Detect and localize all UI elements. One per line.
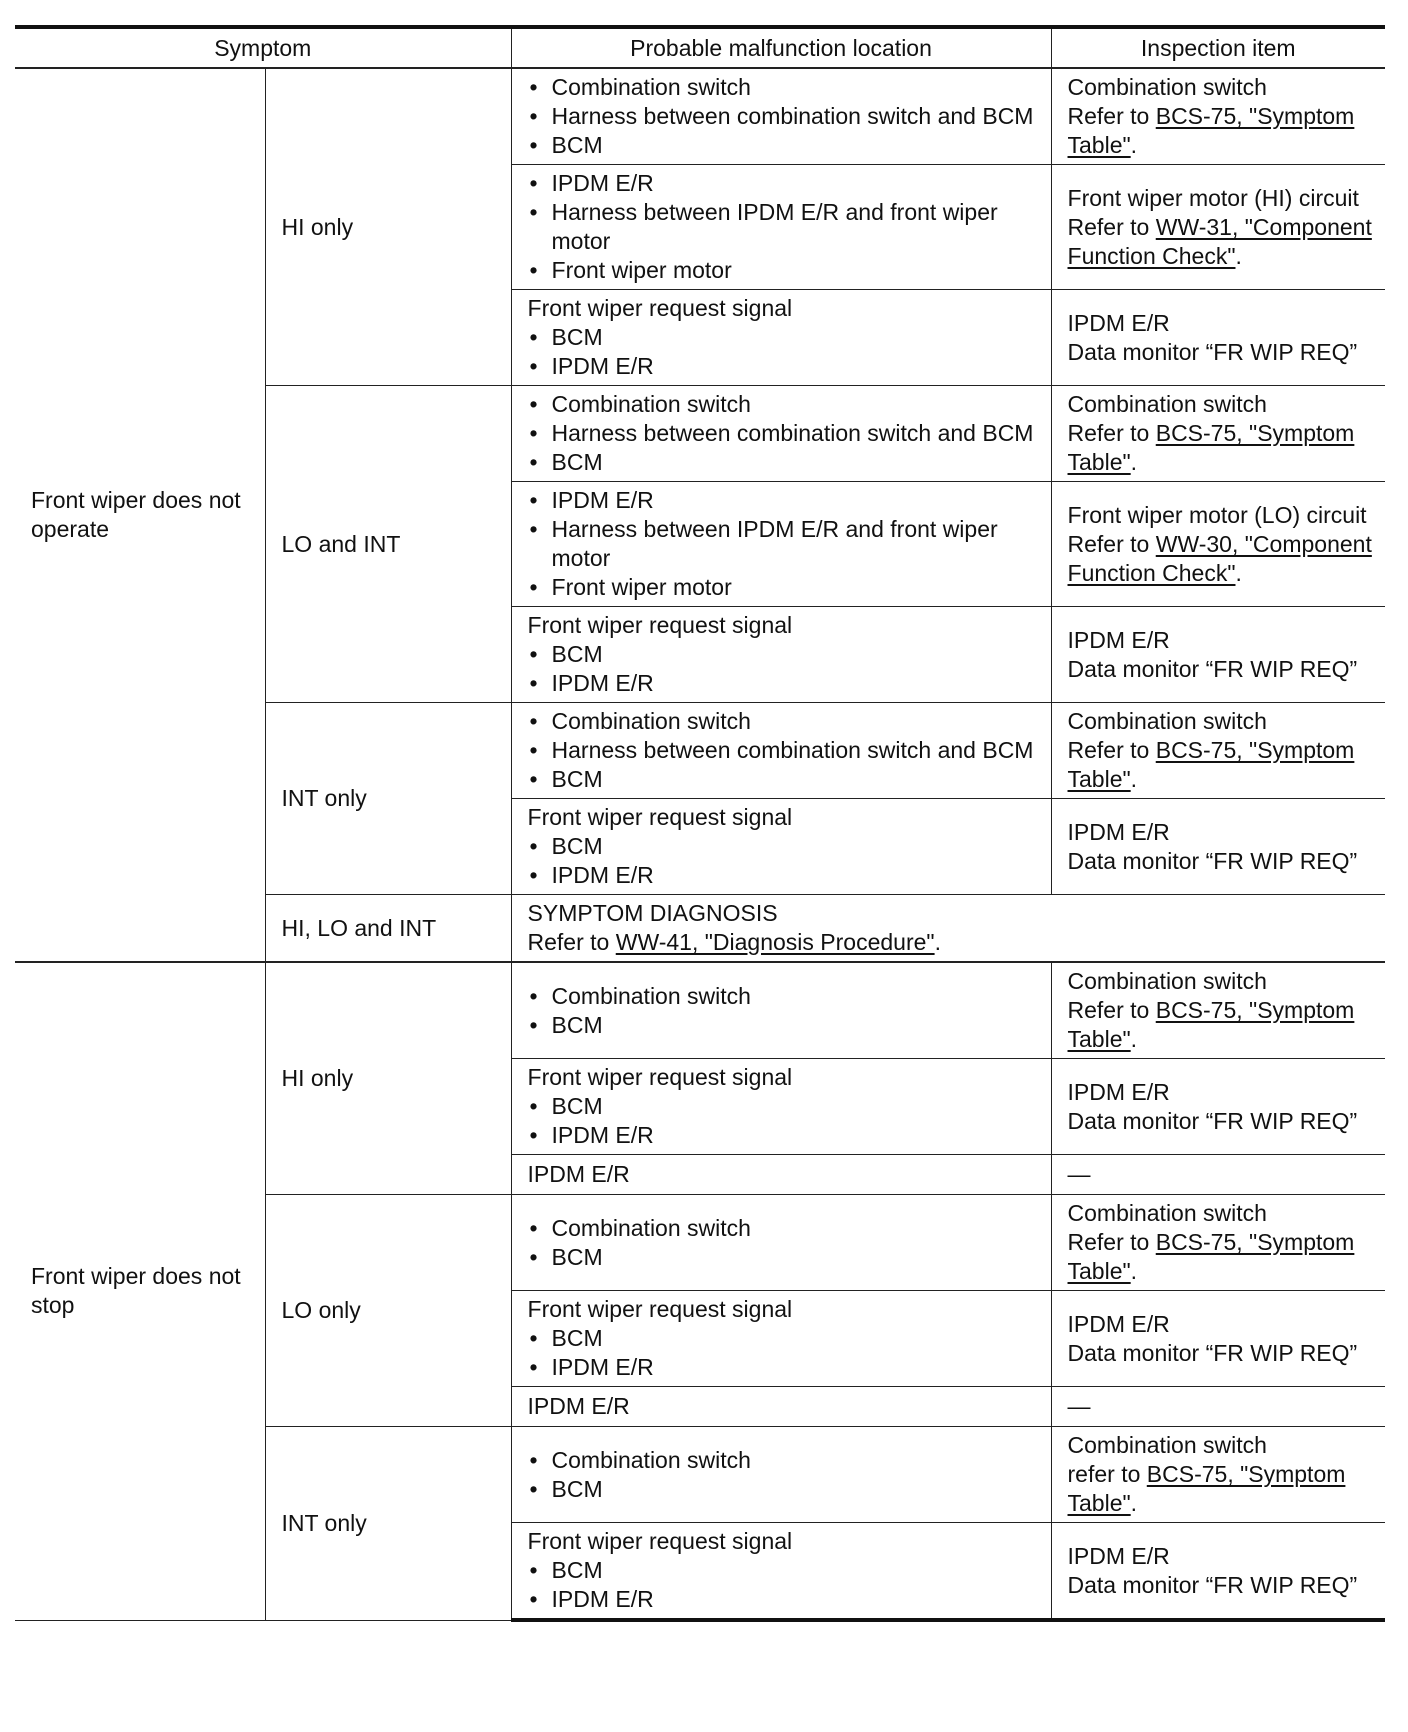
sub-symptom-cell: LO and INT: [265, 386, 511, 703]
location-heading: Front wiper request signal: [527, 804, 793, 830]
location-list: [528, 323, 1045, 381]
inspection-title: Combination switch: [1067, 74, 1267, 100]
inspection-title: Combination switch: [1067, 708, 1267, 734]
inspection-cell: [1051, 1427, 1385, 1523]
refer-to-text: Refer to: [1067, 737, 1150, 763]
location-heading: Front wiper request signal: [527, 1064, 793, 1090]
location-item: • BCM: [528, 832, 1045, 861]
refer-to-text: Refer to: [1067, 997, 1150, 1023]
location-item: • Harness between IPDM E/R and front wiper motor: [528, 198, 1045, 256]
period-text: .: [1130, 1258, 1138, 1284]
sub-symptom-cell: HI only: [265, 68, 511, 386]
inspection-title: IPDM E/R: [1067, 1542, 1170, 1569]
inspection-title: IPDM E/R: [1067, 1078, 1170, 1105]
data-monitor-text: Data monitor “FR WIP REQ”: [1067, 1571, 1358, 1598]
inspection-title: Front wiper motor (LO) circuit: [1067, 501, 1367, 528]
location-item: • IPDM E/R: [528, 861, 1045, 890]
location-cell: [511, 290, 1051, 386]
reference-link[interactable]: BCS-75, "Symptom Table": [1067, 420, 1355, 475]
location-item: • IPDM E/R: [528, 1353, 1045, 1382]
location-item: • BCM: [528, 765, 1045, 794]
location-cell: [511, 607, 1051, 703]
inspection-cell: [1051, 962, 1385, 1059]
location-list: [528, 1214, 1045, 1272]
inspection-title: IPDM E/R: [1067, 1310, 1170, 1337]
empty-inspection-dash: —: [1051, 1155, 1385, 1195]
location-item: • IPDM E/R: [528, 669, 1045, 698]
inspection-title: Combination switch: [1067, 391, 1267, 417]
refer-to-text: Refer to: [1067, 1229, 1150, 1255]
reference-link[interactable]: WW-31, "Component Function Check": [1067, 213, 1372, 269]
inspection-title: IPDM E/R: [1067, 309, 1170, 336]
symptom-cell: Front wiper does not stop: [15, 962, 265, 1620]
location-item: • Combination switch: [528, 982, 1045, 1011]
location-list: [528, 1324, 1045, 1382]
data-monitor-text: Data monitor “FR WIP REQ”: [1067, 1339, 1358, 1366]
reference-link[interactable]: BCS-75, "Symptom Table": [1067, 1461, 1346, 1516]
sub-symptom-cell: INT only: [265, 1427, 511, 1621]
sub-symptom-cell: INT only: [265, 703, 511, 895]
location-list: [528, 832, 1045, 890]
location-item: • Combination switch: [528, 1446, 1045, 1475]
reference-link[interactable]: BCS-75, "Symptom Table": [1067, 1229, 1355, 1284]
location-item: • Combination switch: [528, 707, 1045, 736]
location-list: [528, 982, 1045, 1040]
location-heading: Front wiper request signal: [527, 612, 793, 638]
location-cell: [511, 962, 1051, 1059]
location-heading: Front wiper request signal: [527, 295, 793, 321]
location-item: • IPDM E/R: [528, 352, 1045, 381]
location-list: [528, 390, 1045, 477]
table-row: [15, 962, 1385, 1059]
location-item: • BCM: [528, 131, 1045, 160]
location-item: • BCM: [528, 1011, 1045, 1040]
location-item: • IPDM E/R: [528, 486, 1045, 515]
data-monitor-text: Data monitor “FR WIP REQ”: [1067, 655, 1358, 682]
location-cell: [511, 386, 1051, 482]
location-list: [528, 1556, 1045, 1614]
location-item: • Combination switch: [528, 1214, 1045, 1243]
data-monitor-text: Data monitor “FR WIP REQ”: [1067, 1107, 1358, 1134]
refer-to-text: Refer to: [1067, 530, 1150, 557]
location-cell: [511, 1427, 1051, 1523]
location-heading: Front wiper request signal: [527, 1296, 793, 1322]
period-text: .: [1235, 559, 1242, 586]
location-item: • IPDM E/R: [528, 169, 1045, 198]
diagnosis-cell: [511, 895, 1385, 963]
location-item: • BCM: [528, 1556, 1045, 1585]
inspection-cell: [1051, 290, 1385, 386]
data-monitor-text: Data monitor “FR WIP REQ”: [1067, 847, 1358, 874]
header-inspection: Inspection item: [1051, 27, 1385, 68]
diagnosis-title: SYMPTOM DIAGNOSIS: [527, 900, 778, 926]
inspection-cell: [1051, 1523, 1385, 1621]
location-cell: [511, 1523, 1051, 1621]
location-item: • Combination switch: [528, 73, 1045, 102]
inspection-title: IPDM E/R: [1067, 818, 1170, 845]
period-text: .: [1130, 449, 1138, 475]
location-list: [528, 486, 1045, 602]
location-cell: [511, 68, 1051, 165]
refer-to-text: refer to: [1067, 1461, 1141, 1487]
location-list: [528, 73, 1045, 160]
reference-link[interactable]: WW-30, "Component Function Check": [1067, 530, 1372, 586]
header-symptom: Symptom: [15, 27, 511, 68]
inspection-cell: [1051, 1059, 1385, 1155]
sub-symptom-cell: HI, LO and INT: [265, 895, 511, 963]
refer-to-text: Refer to: [1067, 213, 1150, 240]
period-text: .: [1130, 132, 1138, 158]
inspection-cell: [1051, 68, 1385, 165]
refer-to-text: Refer to: [527, 929, 610, 955]
inspection-cell: [1051, 799, 1385, 895]
inspection-title: Front wiper motor (HI) circuit: [1067, 184, 1359, 211]
location-list: [528, 1446, 1045, 1504]
location-item: • IPDM E/R: [528, 1121, 1045, 1150]
inspection-cell: [1051, 386, 1385, 482]
empty-inspection-dash: —: [1051, 1387, 1385, 1427]
header-location: Probable malfunction location: [511, 27, 1051, 68]
period-text: .: [1130, 1026, 1138, 1052]
inspection-cell: [1051, 165, 1385, 290]
location-cell: [511, 1291, 1051, 1387]
inspection-title: Combination switch: [1067, 968, 1267, 994]
inspection-cell: [1051, 1195, 1385, 1291]
location-heading: Front wiper request signal: [527, 1528, 793, 1554]
location-item: • Harness between combination switch and BCM: [528, 736, 1045, 765]
location-list: [528, 169, 1045, 285]
header-row: [15, 27, 1385, 68]
reference-link[interactable]: BCS-75, "Symptom Table": [1067, 997, 1355, 1052]
location-item: • Harness between IPDM E/R and front wiper motor: [528, 515, 1045, 573]
location-item: • Front wiper motor: [528, 573, 1045, 602]
location-cell: [511, 482, 1051, 607]
period-text: .: [934, 929, 941, 955]
sub-symptom-cell: HI only: [265, 962, 511, 1195]
location-item: • BCM: [528, 1092, 1045, 1121]
location-list: [528, 640, 1045, 698]
period-text: .: [1235, 242, 1242, 269]
location-item: • BCM: [528, 448, 1045, 477]
reference-link[interactable]: WW-41, "Diagnosis Procedure": [615, 929, 935, 955]
reference-link[interactable]: BCS-75, "Symptom Table": [1067, 737, 1355, 792]
refer-to-text: Refer to: [1067, 420, 1150, 446]
location-item: • BCM: [528, 640, 1045, 669]
table-row: [15, 68, 1385, 165]
location-cell: [511, 799, 1051, 895]
inspection-cell: [1051, 482, 1385, 607]
location-item: • Front wiper motor: [528, 256, 1045, 285]
location-cell: IPDM E/R: [511, 1387, 1051, 1427]
symptom-table: [15, 25, 1385, 1622]
location-cell: [511, 1195, 1051, 1291]
inspection-cell: [1051, 607, 1385, 703]
reference-link[interactable]: BCS-75, "Symptom Table": [1067, 103, 1355, 158]
location-item: • Harness between combination switch and BCM: [528, 419, 1045, 448]
inspection-cell: [1051, 703, 1385, 799]
location-list: [528, 1092, 1045, 1150]
data-monitor-text: Data monitor “FR WIP REQ”: [1067, 338, 1358, 365]
location-cell: [511, 703, 1051, 799]
period-text: .: [1130, 766, 1138, 792]
location-cell: [511, 165, 1051, 290]
inspection-title: Combination switch: [1067, 1200, 1267, 1226]
refer-to-text: Refer to: [1067, 103, 1150, 129]
location-cell: IPDM E/R: [511, 1155, 1051, 1195]
symptom-cell: Front wiper does not operate: [15, 68, 265, 962]
location-item: • Combination switch: [528, 390, 1045, 419]
inspection-cell: [1051, 1291, 1385, 1387]
location-item: • BCM: [528, 1324, 1045, 1353]
inspection-title: Combination switch: [1067, 1432, 1267, 1458]
location-item: • Harness between combination switch and BCM: [528, 102, 1045, 131]
location-item: • BCM: [528, 1475, 1045, 1504]
location-cell: [511, 1059, 1051, 1155]
inspection-title: IPDM E/R: [1067, 626, 1170, 653]
location-item: • BCM: [528, 1243, 1045, 1272]
location-item: • BCM: [528, 323, 1045, 352]
period-text: .: [1130, 1490, 1138, 1516]
location-item: • IPDM E/R: [528, 1585, 1045, 1614]
location-list: [528, 707, 1045, 794]
sub-symptom-cell: LO only: [265, 1195, 511, 1427]
